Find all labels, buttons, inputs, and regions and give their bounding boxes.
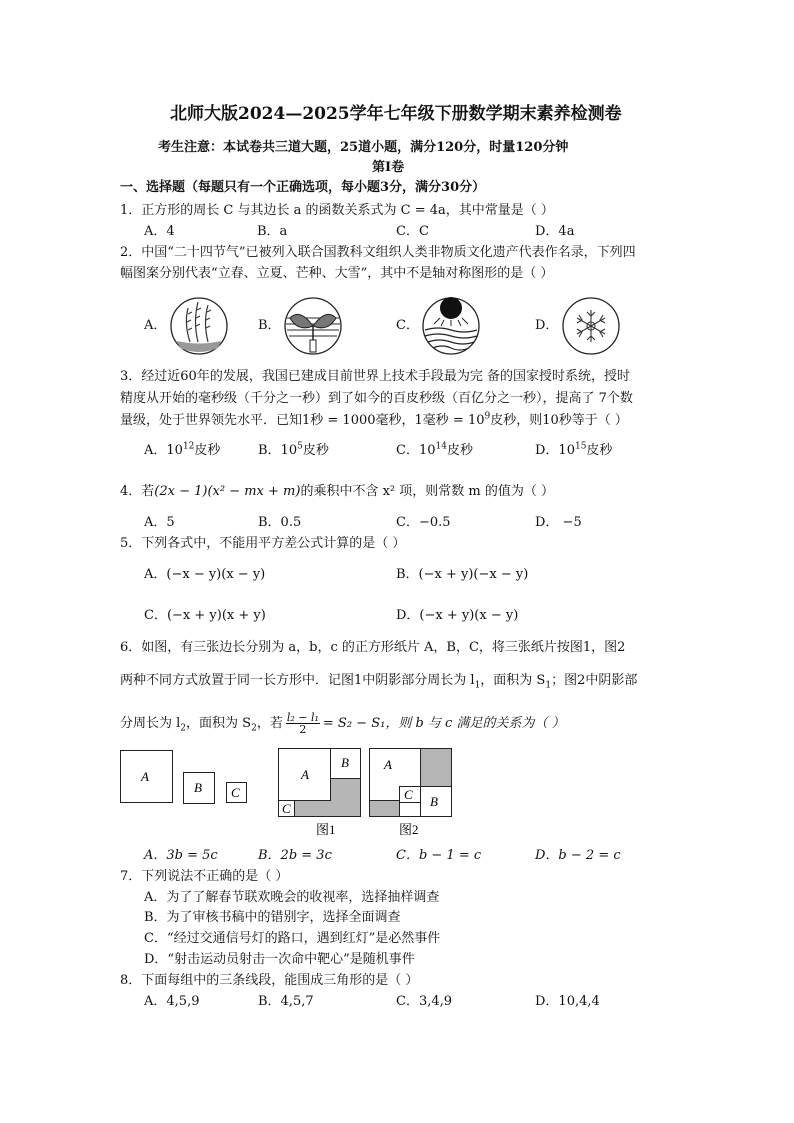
question-8-stem: 8．下面每组中的三条线段，能围成三角形的是（ ） (120, 973, 419, 988)
q3-c-base: C．10 (396, 443, 436, 458)
q3-d-exp: 15 (574, 441, 587, 452)
q6-l3-b: ，面积为 S (186, 716, 252, 731)
fig2-a-label: A (384, 757, 392, 772)
question-2-line1: 2．中国“二十四节气”已被列入联合国教科文组织人类非物质文化遗产代表作名录，下列四 (120, 245, 636, 260)
q7-option-d: D．“射击运动员射击一次命中靶心”是随机事件 (144, 952, 415, 967)
q2-option-d: D． (535, 318, 559, 333)
question-3-line2: 精度从开始的毫秒级（千分之一秒）到了如今的百皮秒级（百亿分之一秒），提高了 7个数 (120, 391, 633, 406)
fig2-caption: 图2 (399, 822, 419, 837)
q2-option-c: C． (396, 318, 419, 333)
fig1-a-label: A (301, 767, 309, 782)
mangzhong-sun-icon (420, 296, 482, 356)
exam-notice: 考生注意：本试卷共三道大题，25道小题，满分120分，时量120分钟 (158, 140, 569, 155)
q6-l3-d: = S₂ − S₁，则 b 与 c 满足的关系为（ ） (322, 716, 565, 731)
q3-line3-tail: 皮秒，则10秒等于（ ） (490, 413, 628, 428)
q6-option-c: C．b − 1 = c (396, 848, 482, 863)
q3-c-exp: 14 (435, 441, 447, 452)
q1-option-b: B．a (257, 224, 288, 239)
q6-l3-sub2: 2 (251, 723, 257, 734)
q3-option-b (258, 443, 329, 459)
question-2-line2: 幅图案分别代表“立春、立夏、芒种、大雪”，其中不是轴对称图形的是（ ） (120, 266, 554, 281)
q7-option-c: C．“经过交通信号灯的路口，遇到红灯”是必然事件 (144, 931, 441, 946)
q3-d-base: D．10 (535, 443, 575, 458)
question-4-stem (120, 484, 554, 500)
q3-d-unit: 皮秒 (586, 443, 613, 458)
page-title: 北师大版2024—2025学年七年级下册数学期末素养检测卷 (170, 104, 622, 124)
volume-label: 第Ⅰ卷 (372, 160, 405, 175)
q6-l2-c: ；图2中阴影部 (551, 673, 638, 688)
q4-option-b: B．0.5 (258, 515, 302, 530)
fig2-c-label: C (404, 787, 413, 802)
q2-option-a: A． (144, 318, 167, 333)
q6-option-b: B．2b = 3c (258, 848, 332, 863)
q1-option-d: D．4a (535, 224, 575, 239)
lichun-willow-icon (168, 296, 230, 356)
q3-exponent: 9 (484, 411, 491, 422)
q7-option-b: B．为了审核书稿中的错别字，选择全面调查 (144, 910, 401, 925)
q6-l3-c: ，若 (256, 716, 283, 731)
q1-option-a: A．4 (144, 224, 175, 239)
q3-c-unit: 皮秒 (446, 443, 473, 458)
question-6-line1: 6．如图，有三张边长分别为 a，b，c 的正方形纸片 A，B，C，将三张纸片按图1，图2 (120, 640, 626, 655)
square-a-label: A (141, 769, 149, 784)
question-3-line1: 3．经过近60年的发展，我国已建成目前世界上技术手段最为完 备的国家授时系统，授时 (120, 369, 630, 384)
q5-option-b: B．(−x + y)(−x − y) (396, 567, 529, 582)
question-5-stem: 5．下列各式中，不能用平方差公式计算的是（ ） (120, 536, 406, 551)
q6-l2-a: 两种不同方式放置于同一长方形中．记图1中阴影部分周长为 l (120, 673, 475, 688)
q3-a-exp: 12 (182, 441, 195, 452)
q1-option-c: C．C (396, 224, 429, 239)
q4-option-d: D． −5 (535, 515, 582, 530)
q6-fraction (286, 712, 320, 735)
q6-option-d: D．b − 2 = c (535, 848, 621, 863)
q3-b-base: B．10 (258, 443, 298, 458)
q3-a-unit: 皮秒 (194, 443, 221, 458)
q5-option-d: D．(−x + y)(x − y) (396, 608, 519, 623)
q4-option-a: A．5 (144, 515, 175, 530)
q4-stem-start: 4．若 (120, 484, 155, 499)
q2-option-b: B． (258, 318, 281, 333)
q6-l2-sub2: 1 (545, 680, 552, 691)
q3-option-a (144, 443, 220, 459)
question-6-line2 (120, 673, 637, 689)
q8-option-d: D．10,4,4 (535, 994, 600, 1009)
q3-line3-text: 量级，处于世界领先水平．已知1秒 = 1000毫秒，1毫秒 = 10 (120, 413, 485, 428)
question-1-stem: 1．正方形的周长 C 与其边长 a 的函数关系式为 C = 4a，其中常量是（ ） (120, 203, 554, 218)
q6-frac-den: 2 (299, 723, 307, 736)
q7-option-a: A．为了了解春节联欢晚会的收视率，选择抽样调查 (144, 890, 440, 905)
fig1-b-label: B (341, 755, 349, 770)
q6-l2-b: ，面积为 S (480, 673, 546, 688)
q6-l3-sub1: 2 (180, 723, 187, 734)
q6-frac-num: l₂ − l₁ (286, 711, 319, 724)
q6-l2-sub1: 1 (474, 680, 481, 691)
square-c-label: C (231, 785, 240, 800)
fig1-c-label: C (282, 801, 291, 816)
q6-figure (120, 748, 460, 840)
question-7-stem: 7．下列说法不正确的是（ ） (120, 869, 289, 884)
lixia-sprout-icon (282, 296, 344, 356)
q5-option-a: A．(−x − y)(x − y) (144, 567, 266, 582)
daxue-snowflake-icon (560, 296, 622, 356)
q3-option-c (396, 443, 473, 459)
question-6-line3 (120, 712, 565, 735)
q6-l3-a: 分周长为 l (120, 716, 181, 731)
q3-b-exp: 5 (297, 441, 303, 452)
square-b-label: B (194, 780, 202, 795)
fig2-b-label: B (430, 794, 438, 809)
question-3-line3 (120, 413, 628, 429)
q3-b-unit: 皮秒 (302, 443, 329, 458)
q4-stem-end: 的乘积中不含 x² 项，则常数 m 的值为（ ） (300, 484, 554, 499)
q4-expression: (2x − 1)(x² − mx + m) (154, 484, 301, 499)
q3-a-base: A．10 (144, 443, 183, 458)
q8-option-b: B．4,5,7 (258, 994, 314, 1009)
section-heading: 一、选择题（每题只有一个正确选项，每小题3分，满分30分） (120, 180, 486, 195)
q5-option-c: C．(−x + y)(x + y) (144, 608, 266, 623)
q6-option-a: A．3b = 5c (144, 848, 218, 863)
fig1-caption: 图1 (316, 822, 336, 837)
q4-option-c: C．−0.5 (396, 515, 451, 530)
q3-option-d (535, 443, 612, 459)
q8-option-a: A．4,5,9 (144, 994, 200, 1009)
q8-option-c: C．3,4,9 (396, 994, 453, 1009)
